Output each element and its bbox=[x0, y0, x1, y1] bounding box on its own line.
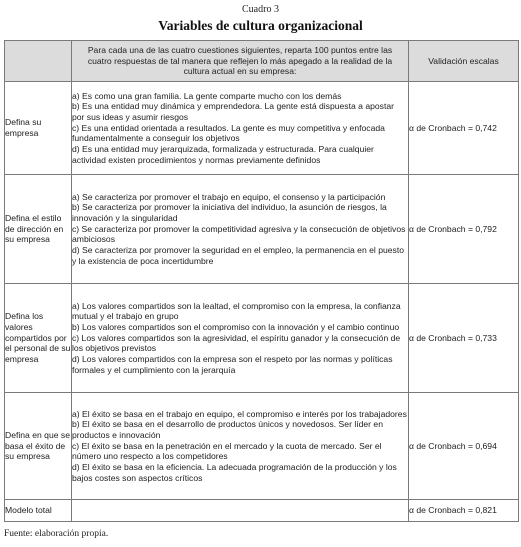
answers-cell bbox=[72, 284, 409, 393]
table-caption: Cuadro 3 bbox=[242, 4, 279, 15]
header-row bbox=[5, 41, 519, 82]
answer-a: a) El éxito se basa en el trabajo en equipo, el compromiso e interés por los trabajadores bbox=[72, 408, 407, 419]
header-empty-cell bbox=[5, 41, 72, 82]
row-label: Defina su empresa bbox=[5, 82, 72, 175]
culture-variables-table bbox=[4, 40, 519, 522]
row-label: Defina en que se basa el éxito de su empresa bbox=[5, 393, 72, 500]
answer-b: b) Los valores compartidos son el compromiso con la innovación y el cambio continuo bbox=[72, 322, 400, 333]
answer-c: c) Los valores compartidos son la agresividad, el espíritu ganador y la consecución de los objetivos previstos bbox=[72, 332, 401, 354]
table-title: Variables de cultura organizacional bbox=[158, 18, 363, 33]
answer-c: c) El éxito se basa en la penetración en el mercado y la cuota de mercado. Ser el número uno respecto a los competidores bbox=[72, 440, 382, 462]
cronbach-value: α de Cronbach = 0,733 bbox=[409, 284, 519, 393]
total-label: Modelo total bbox=[5, 500, 72, 522]
source-note: Fuente: elaboración propia. bbox=[4, 529, 109, 539]
answers-cell bbox=[72, 175, 409, 284]
answer-b: b) Es una entidad muy dinámica y emprendedora. La gente está dispuesta a apostar por sus ideas y asumir riesgos bbox=[72, 101, 394, 123]
answer-d: d) El éxito se basa en la eficiencia. La adecuada programación de la producción y los bajos costes son aspectos críticos bbox=[72, 462, 397, 483]
answer-c: c) Se caracteriza por promover la competitividad agresiva y la consecución de objetivos ambiciosos bbox=[72, 223, 406, 245]
answers-cell bbox=[72, 82, 409, 175]
row-label: Defina los valores compartidos por el personal de su empresa bbox=[5, 284, 72, 393]
table-row bbox=[5, 393, 519, 500]
answer-b: b) El éxito se basa en el desarrollo de productos únicos y novedosos. Ser líder en productos e innovación bbox=[72, 419, 383, 441]
table-row bbox=[5, 82, 519, 175]
cronbach-value: α de Cronbach = 0,792 bbox=[409, 175, 519, 284]
answer-a: a) Es como una gran familia. La gente comparte mucho con los demás bbox=[72, 90, 342, 101]
table-row bbox=[5, 284, 519, 393]
answer-a: a) Los valores compartidos son la lealtad, el compromiso con la empresa, la confianza mutual y el trabajo en grupo bbox=[72, 300, 401, 322]
table-row bbox=[5, 175, 519, 284]
answer-d: d) Es una entidad muy jerarquizada, formalizada y estructurada. Para cualquier actividad existen procedimientos y normas previamente definidos bbox=[72, 144, 374, 165]
answer-b: b) Se caracteriza por promover la iniciativa del individuo, la asunción de riesgos, la innovación y la singularidad bbox=[72, 202, 387, 224]
answers-cell bbox=[72, 393, 409, 500]
cronbach-value: α de Cronbach = 0,742 bbox=[409, 82, 519, 175]
row-label: Defina el estilo de dirección en su empresa bbox=[5, 175, 72, 284]
answer-d: d) Se caracteriza por promover la seguridad en el empleo, la permanencia en el puesto y la existencia de poca incertidumbre bbox=[72, 245, 405, 266]
answer-c: c) Es una entidad orientada a resultados. La gente es muy competitiva y enfocada fundamentalmente a conseguir los objetivos bbox=[72, 122, 385, 144]
header-validation: Validación escalas bbox=[409, 41, 519, 82]
header-instruction: Para cada una de las cuatro cuestiones siguientes, reparta 100 puntos entre las cuatro respuestas de tal manera que reflejen lo más apegado a la realidad de la cultura actual en su empresa: bbox=[72, 41, 409, 82]
total-empty-cell bbox=[72, 500, 409, 522]
total-row bbox=[5, 500, 519, 522]
cronbach-value: α de Cronbach = 0,694 bbox=[409, 393, 519, 500]
answer-d: d) Los valores compartidos con la empresa son el respeto por las normas y políticas formales y el cumplimiento con la jerarquía bbox=[72, 354, 393, 375]
answer-a: a) Se caracteriza por promover el trabajo en equipo, el consenso y la participación bbox=[72, 191, 386, 202]
total-cronbach-value: α de Cronbach = 0,821 bbox=[409, 500, 519, 522]
